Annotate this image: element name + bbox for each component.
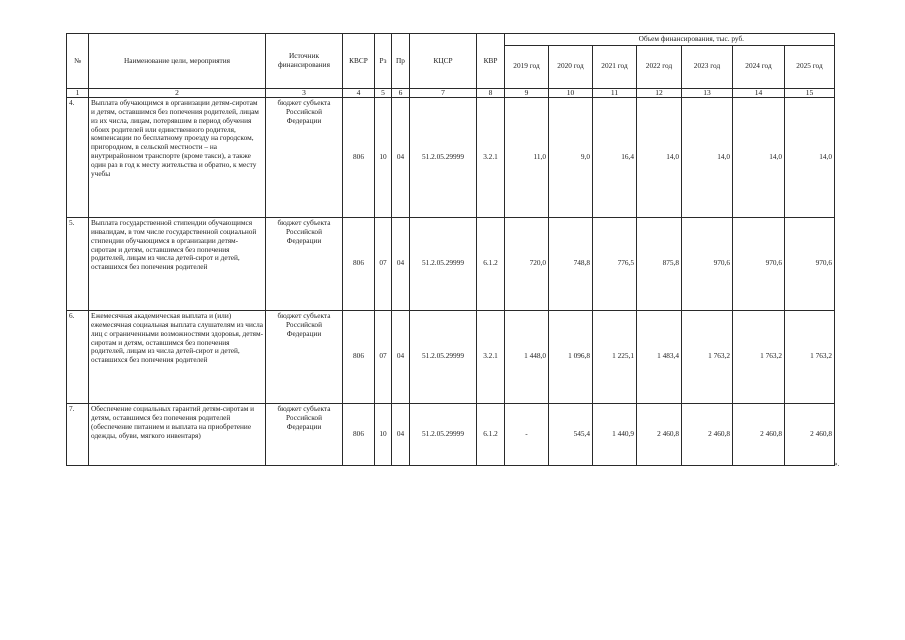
column-number: 9 xyxy=(505,88,549,97)
column-number: 7 xyxy=(410,88,477,97)
row-value-2020: 545,4 xyxy=(549,403,593,465)
row-kvsr: 806 xyxy=(343,403,375,465)
column-number: 6 xyxy=(392,88,410,97)
column-number: 13 xyxy=(682,88,733,97)
row-kcsr: 51.2.05.29999 xyxy=(410,403,477,465)
column-number: 5 xyxy=(375,88,392,97)
row-source: бюджет субъекта Российской Федерации xyxy=(266,217,343,310)
row-value-2024: 1 763,2 xyxy=(733,310,785,403)
column-number: 12 xyxy=(637,88,682,97)
row-pr: 04 xyxy=(392,310,410,403)
row-value-2022: 14,0 xyxy=(637,97,682,217)
row-number: 6. xyxy=(67,310,89,403)
header-kvr: КВР xyxy=(477,34,505,89)
row-value-2025: 1 763,2 xyxy=(785,310,835,403)
column-number: 15 xyxy=(785,88,835,97)
row-kvr: 6.1.2 xyxy=(477,217,505,310)
row-rz: 07 xyxy=(375,217,392,310)
row-kvsr: 806 xyxy=(343,97,375,217)
financing-table xyxy=(66,33,835,466)
header-year: 2023 год xyxy=(682,45,733,88)
header-year: 2019 год xyxy=(505,45,549,88)
header-rz: Рз xyxy=(375,34,392,89)
header-year: 2024 год xyxy=(733,45,785,88)
column-number: 8 xyxy=(477,88,505,97)
row-name: Выплата обучающимся в организации детям-сиротам и детям, оставшимся без попечения родителей, лицам из их числа, лицам, потерявшим в период обучения обоих родителей или единственного родителя, компенсации по бесплатному проезду на городском, пригородном, в сельской местности – на внутрирайонном транспорте (кроме такси), а также один раз в год к месту жительства и обратно, к месту учебы xyxy=(89,97,266,217)
header-source: Источник финансирования xyxy=(266,34,343,89)
row-value-2024: 2 460,8 xyxy=(733,403,785,465)
row-kvsr: 806 xyxy=(343,217,375,310)
row-source: бюджет субъекта Российской Федерации xyxy=(266,97,343,217)
row-rz: 10 xyxy=(375,403,392,465)
table-row xyxy=(67,217,835,310)
column-number: 2 xyxy=(89,88,266,97)
row-rz: 10 xyxy=(375,97,392,217)
header-kvsr: КВСР xyxy=(343,34,375,89)
header-kcsr: КЦСР xyxy=(410,34,477,89)
row-rz: 07 xyxy=(375,310,392,403)
row-kcsr: 51.2.05.29999 xyxy=(410,310,477,403)
row-kvr: 3.2.1 xyxy=(477,310,505,403)
header-year: 2020 год xyxy=(549,45,593,88)
row-number: 7. xyxy=(67,403,89,465)
row-value-2022: 875,8 xyxy=(637,217,682,310)
row-value-2019: 11,0 xyxy=(505,97,549,217)
row-number: 5. xyxy=(67,217,89,310)
row-kvr: 6.1.2 xyxy=(477,403,505,465)
row-value-2019: 720,0 xyxy=(505,217,549,310)
column-number-row xyxy=(67,88,835,97)
row-value-2023: 970,6 xyxy=(682,217,733,310)
row-value-2020: 9,0 xyxy=(549,97,593,217)
row-pr: 04 xyxy=(392,97,410,217)
table-row xyxy=(67,97,835,217)
row-value-2023: 2 460,8 xyxy=(682,403,733,465)
row-value-2021: 1 440,9 xyxy=(593,403,637,465)
row-value-2019: - xyxy=(505,403,549,465)
row-value-2021: 1 225,1 xyxy=(593,310,637,403)
column-number: 11 xyxy=(593,88,637,97)
column-number: 4 xyxy=(343,88,375,97)
header-name: Наименование цели, мероприятия xyxy=(89,34,266,89)
row-value-2019: 1 448,0 xyxy=(505,310,549,403)
column-number: 1 xyxy=(67,88,89,97)
row-value-2020: 748,8 xyxy=(549,217,593,310)
row-source: бюджет субъекта Российской Федерации xyxy=(266,310,343,403)
row-kcsr: 51.2.05.29999 xyxy=(410,217,477,310)
row-value-2025: 14,0 xyxy=(785,97,835,217)
column-number: 14 xyxy=(733,88,785,97)
header-row-top xyxy=(67,34,835,46)
row-name: Обеспечение социальных гарантий детям-сиротам и детям, оставшимся без попечения родителей (обеспечение питанием и выплата на приобретение одежды, обуви, мягкого инвентаря) xyxy=(89,403,266,465)
header-pr: Пр xyxy=(392,34,410,89)
row-name: Ежемесячная академическая выплата и (или) ежемесячная социальная выплата слушателям из числа лиц с ограниченными возможностями здоровья, детям-сиротам и детям, оставшимся без попечения родителей, лицам из числа детей-сирот и детей, оставшихся без попечения родителей xyxy=(89,310,266,403)
row-name: Выплата государственной стипендии обучающимся инвалидам, в том числе государственной социальной стипендии обучающимся в организации детям-сиротам и детям, оставшимся без попечения родителей, лицам из числа детей-сирот и детей, оставшихся без попечения родителей xyxy=(89,217,266,310)
row-value-2021: 776,5 xyxy=(593,217,637,310)
header-financing-title: Объем финансирования, тыс. руб. xyxy=(505,34,835,46)
header-year: 2025 год xyxy=(785,45,835,88)
row-value-2023: 1 763,2 xyxy=(682,310,733,403)
row-value-2022: 1 483,4 xyxy=(637,310,682,403)
row-kvsr: 806 xyxy=(343,310,375,403)
row-kvr: 3.2.1 xyxy=(477,97,505,217)
table-row xyxy=(67,310,835,403)
row-value-2020: 1 096,8 xyxy=(549,310,593,403)
row-value-2025: 970,6 xyxy=(785,217,835,310)
row-pr: 04 xyxy=(392,403,410,465)
row-value-2023: 14,0 xyxy=(682,97,733,217)
row-value-2024: 14,0 xyxy=(733,97,785,217)
row-source: бюджет субъекта Российской Федерации xyxy=(266,403,343,465)
row-kcsr: 51.2.05.29999 xyxy=(410,97,477,217)
header-no: № xyxy=(67,34,89,89)
column-number: 10 xyxy=(549,88,593,97)
row-value-2024: 970,6 xyxy=(733,217,785,310)
row-value-2025: 2 460,8 xyxy=(785,403,835,465)
table-row xyxy=(67,403,835,465)
header-year: 2022 год xyxy=(637,45,682,88)
closing-quote-mark: ». xyxy=(834,460,840,468)
header-year: 2021 год xyxy=(593,45,637,88)
row-value-2022: 2 460,8 xyxy=(637,403,682,465)
column-number: 3 xyxy=(266,88,343,97)
row-value-2021: 16,4 xyxy=(593,97,637,217)
row-number: 4. xyxy=(67,97,89,217)
row-pr: 04 xyxy=(392,217,410,310)
